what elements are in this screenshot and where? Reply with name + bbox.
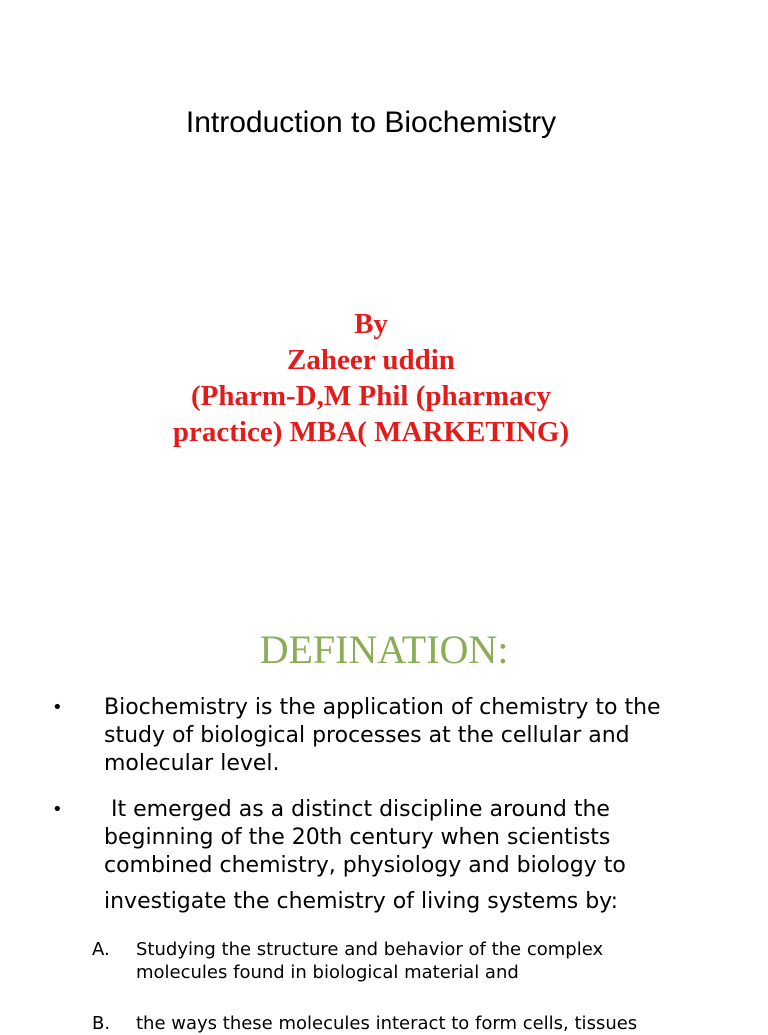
author-credentials: practice) MBA( MARKETING) (172, 416, 570, 448)
author-name: Zaheer uddin (287, 344, 455, 376)
slide-title-text: Introduction to Biochemistry (185, 106, 557, 139)
text-line: It emerged as a distinct discipline around the (104, 797, 610, 822)
text-line: Biochemistry is the application of chemistry to the (104, 695, 661, 720)
bullet-text (104, 694, 744, 778)
text-line: molecular level. (104, 751, 280, 776)
byline-line: By (354, 308, 388, 340)
text-line: molecules found in biological material and (136, 962, 519, 983)
bullet-icon: • (52, 697, 63, 718)
definition-heading: DEFINATION: (259, 627, 509, 672)
text-line: investigate the chemistry of living systems by: (104, 889, 619, 914)
text-line: beginning of the 20th century when scientists (104, 825, 611, 850)
text-line: the ways these molecules interact to form cells, tissues (136, 1013, 638, 1034)
slide-definition (0, 576, 768, 1034)
author-credentials: (Pharm-D,M Phil (pharmacy (190, 380, 552, 412)
subpoint-text (136, 938, 736, 984)
text-line: study of biological processes at the cellular and (104, 723, 630, 748)
subpoint-letter: B. (92, 1013, 111, 1034)
text-line: combined chemistry, physiology and biology to (104, 853, 626, 878)
author-byline (0, 306, 742, 450)
text-line: Studying the structure and behavior of the complex (136, 939, 604, 960)
subpoint-letter: A. (92, 939, 110, 960)
bullet-text (104, 796, 744, 916)
bullet-icon: • (52, 799, 63, 820)
